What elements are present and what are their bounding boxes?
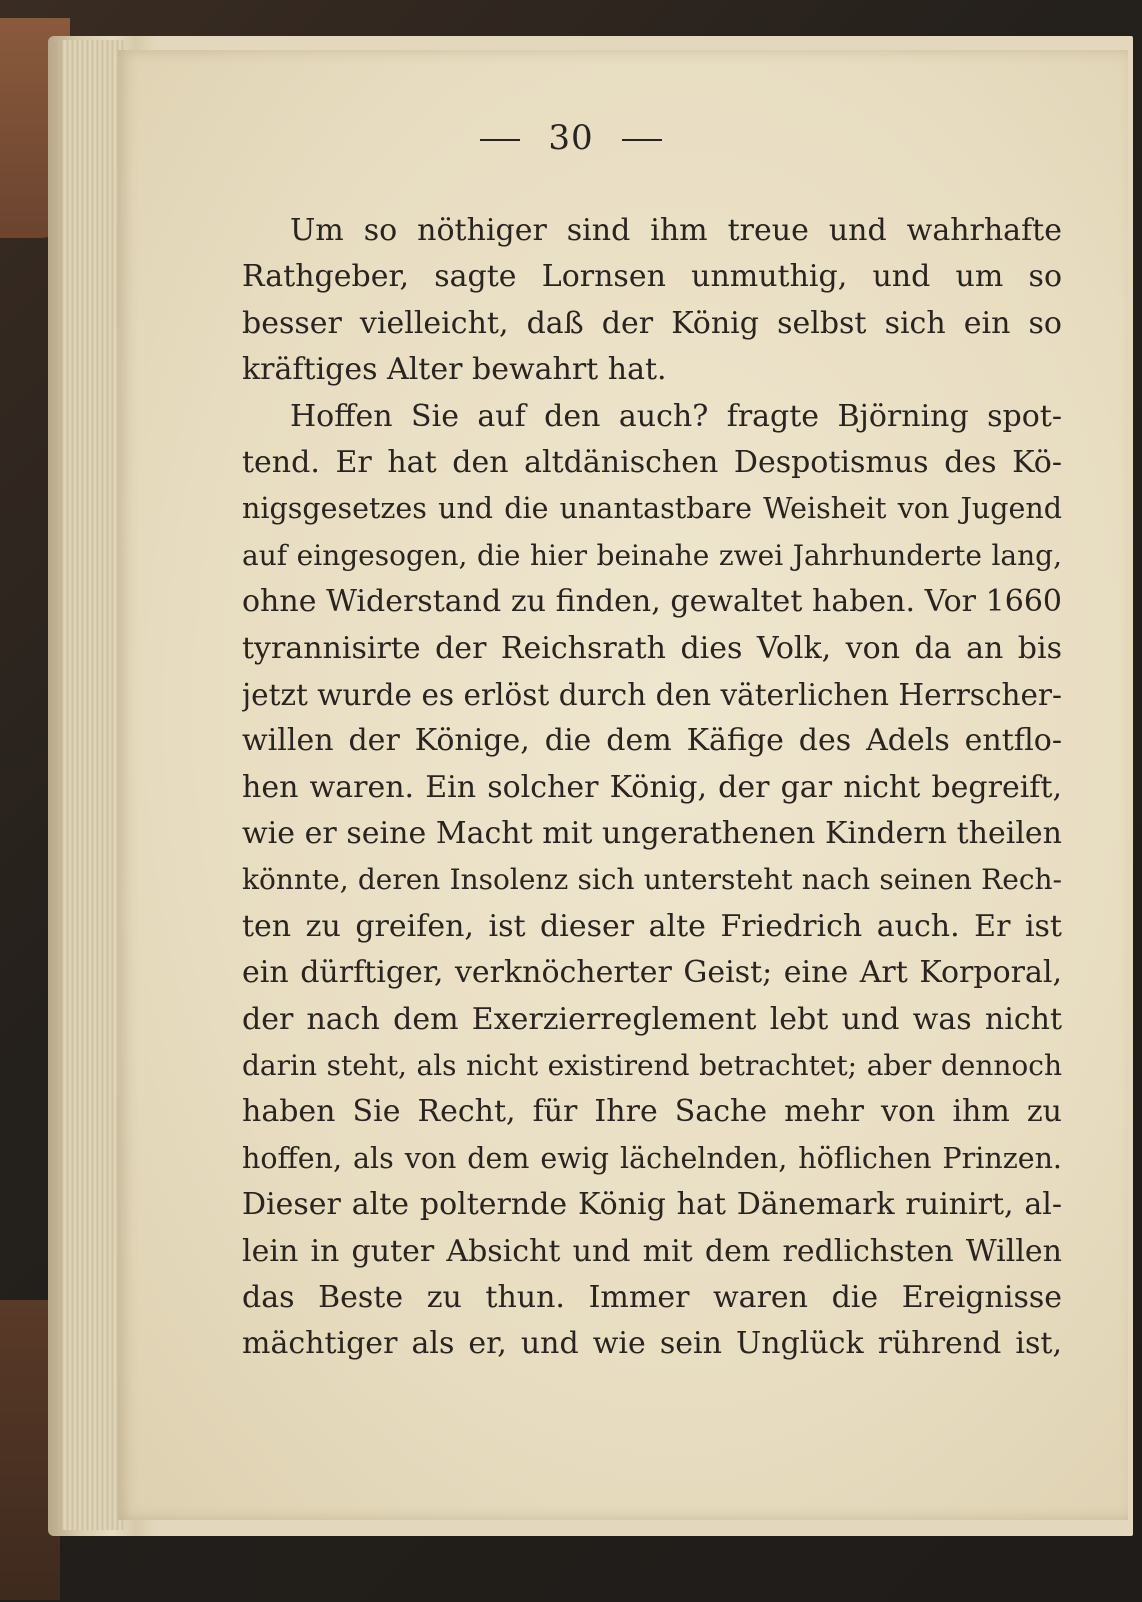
header-dash-left	[480, 139, 520, 141]
page-edges	[62, 40, 124, 1530]
text-line: kräftiges Alter bewahrt hat.	[242, 352, 667, 388]
text-line: jetzt wurde es erlöst durch den väterlichen Herrscher-	[242, 677, 1062, 712]
text-line: ten zu greifen, ist dieser alte Friedrich auch. Er ist	[242, 908, 1062, 944]
page-number-header	[0, 118, 1142, 158]
text-line: könnte, deren Insolenz sich untersteht nach seinen Rech-	[242, 863, 1062, 897]
text-line: Hoffen Sie auf den auch? fragte Björning spot-	[290, 398, 1062, 434]
text-line: das Beste zu thun. Immer waren die Ereignisse	[242, 1279, 1062, 1315]
text-line: der nach dem Exerzierreglement lebt und was nicht	[242, 1001, 1062, 1037]
text-line: tend. Er hat den altdänischen Despotismus des Kö-	[242, 444, 1062, 480]
text-line: Dieser alte polternde König hat Dänemark ruinirt, al-	[242, 1187, 1062, 1223]
text-line: tyrannisirte der Reichsrath dies Volk, von da an bis	[242, 630, 1062, 666]
page-number: 30	[548, 118, 594, 158]
text-line: darin steht, als nicht existirend betrachtet; aber dennoch	[242, 1049, 1062, 1083]
text-line: willen der Könige, die dem Käfige des Adels entflo-	[242, 723, 1062, 759]
text-line: mächtiger als er, und wie sein Unglück rührend ist,	[242, 1326, 1062, 1362]
body-text	[242, 208, 1062, 1368]
text-line: auf eingesogen, die hier beinahe zwei Jahrhunderte lang,	[242, 538, 1062, 572]
text-line: hen waren. Ein solcher König, der gar nicht begreift,	[242, 769, 1062, 805]
text-line: haben Sie Recht, für Ihre Sache mehr von ihm zu	[242, 1094, 1062, 1130]
text-line: hoffen, als von dem ewig lächelnden, höflichen Prinzen.	[242, 1141, 1062, 1175]
text-line: Um so nöthiger sind ihm treue und wahrhafte	[290, 213, 1062, 248]
text-line: wie er seine Macht mit ungerathenen Kindern theilen	[242, 816, 1062, 852]
header-dash-right	[622, 139, 662, 141]
text-line: ein dürftiger, verknöcherter Geist; eine Art Korporal,	[242, 955, 1062, 991]
text-line: lein in guter Absicht und mit dem redlichsten Willen	[242, 1233, 1062, 1269]
text-line: besser vielleicht, daß der König selbst sich ein so	[242, 305, 1062, 341]
text-line: nigsgesetzes und die unantastbare Weisheit von Jugend	[242, 492, 1062, 526]
text-line: Rathgeber, sagte Lornsen unmuthig, und um so	[242, 259, 1062, 295]
text-line: ohne Widerstand zu finden, gewaltet haben. Vor 1660	[242, 584, 1062, 620]
